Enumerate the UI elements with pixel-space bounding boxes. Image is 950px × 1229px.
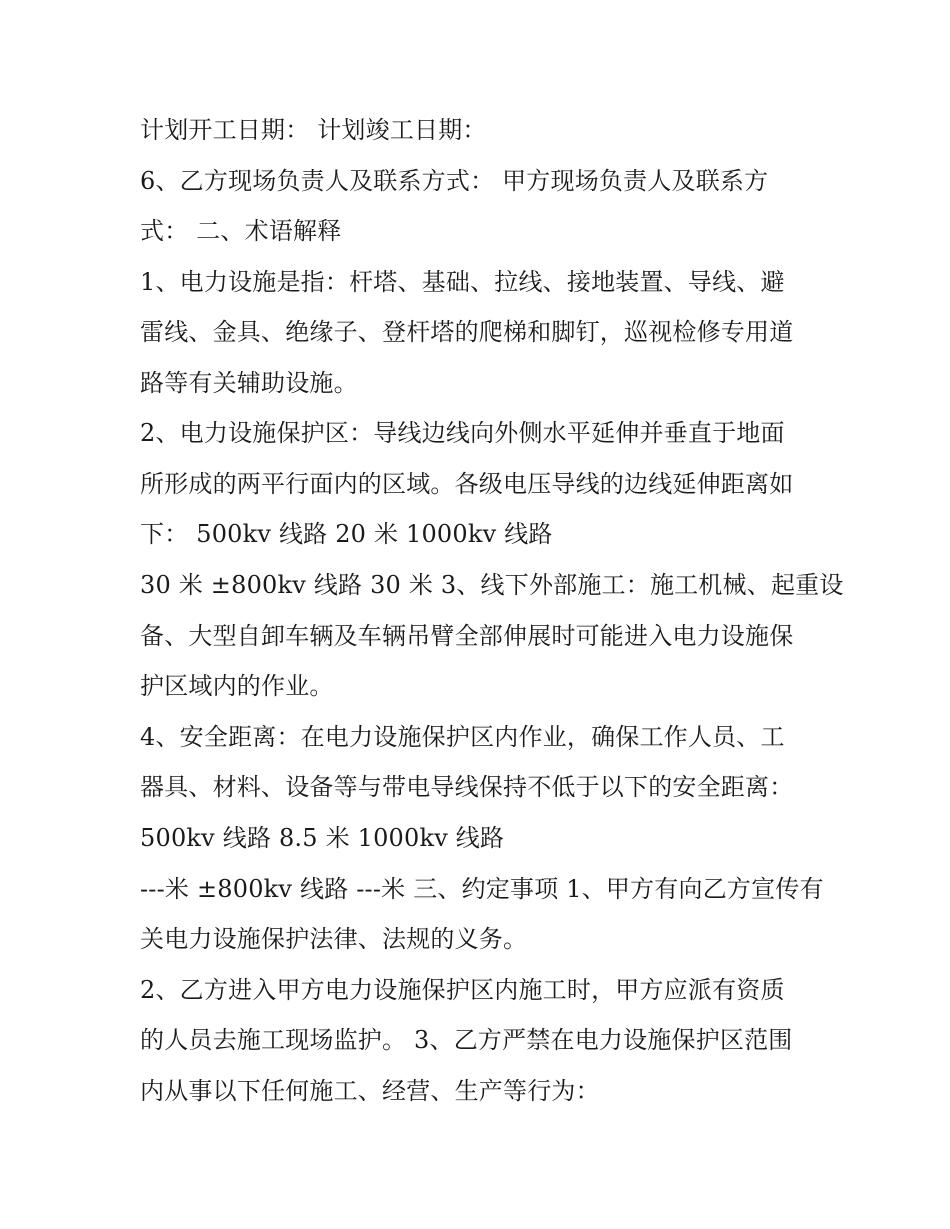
text-line: 1、电力设施是指：杆塔、基础、拉线、接地装置、导线、避: [140, 268, 785, 296]
text-line: 护区域内的作业。: [140, 672, 334, 700]
text-line: 路等有关辅助设施。: [140, 369, 358, 397]
text-line: 下： 500kv 线路 20 米 1000kv 线路: [140, 520, 553, 548]
text-line: 雷线、金具、绝缘子、登杆塔的爬梯和脚钉，巡视检修专用道: [140, 318, 794, 346]
text-line: 2、乙方进入甲方电力设施保护区内施工时，甲方应派有资质: [140, 976, 785, 1004]
text-line: ---米 ±800kv 线路 ---米 三、约定事项 1、甲方有向乙方宣传有: [140, 875, 824, 903]
text-line: 器具、材料、设备等与带电导线保持不低于以下的安全距离：: [140, 773, 794, 801]
text-line: 内从事以下任何施工、经营、生产等行为：: [140, 1077, 600, 1105]
text-line: 2、电力设施保护区：导线边线向外侧水平延伸并垂直于地面: [140, 419, 785, 447]
text-line: 的人员去施工现场监护。 3、乙方严禁在电力设施保护区范围: [140, 1026, 793, 1054]
text-line: 计划开工日期： 计划竣工日期：: [140, 116, 487, 144]
text-line: 30 米 ±800kv 线路 30 米 3、线下外部施工：施工机械、起重设: [140, 571, 844, 599]
text-line: 备、大型自卸车辆及车辆吊臂全部伸展时可能进入电力设施保: [140, 622, 794, 650]
text-line: 式： 二、术语解释: [140, 217, 342, 245]
text-line: 所形成的两平行面内的区域。各级电压导线的边线延伸距离如: [140, 470, 794, 498]
text-line: 4、安全距离：在电力设施保护区内作业，确保工作人员、工: [140, 723, 785, 751]
text-line: 6、乙方现场负责人及联系方式： 甲方现场负责人及联系方: [140, 167, 769, 195]
text-line: 关电力设施保护法律、法规的义务。: [140, 925, 528, 953]
text-line: 500kv 线路 8.5 米 1000kv 线路: [140, 824, 505, 852]
